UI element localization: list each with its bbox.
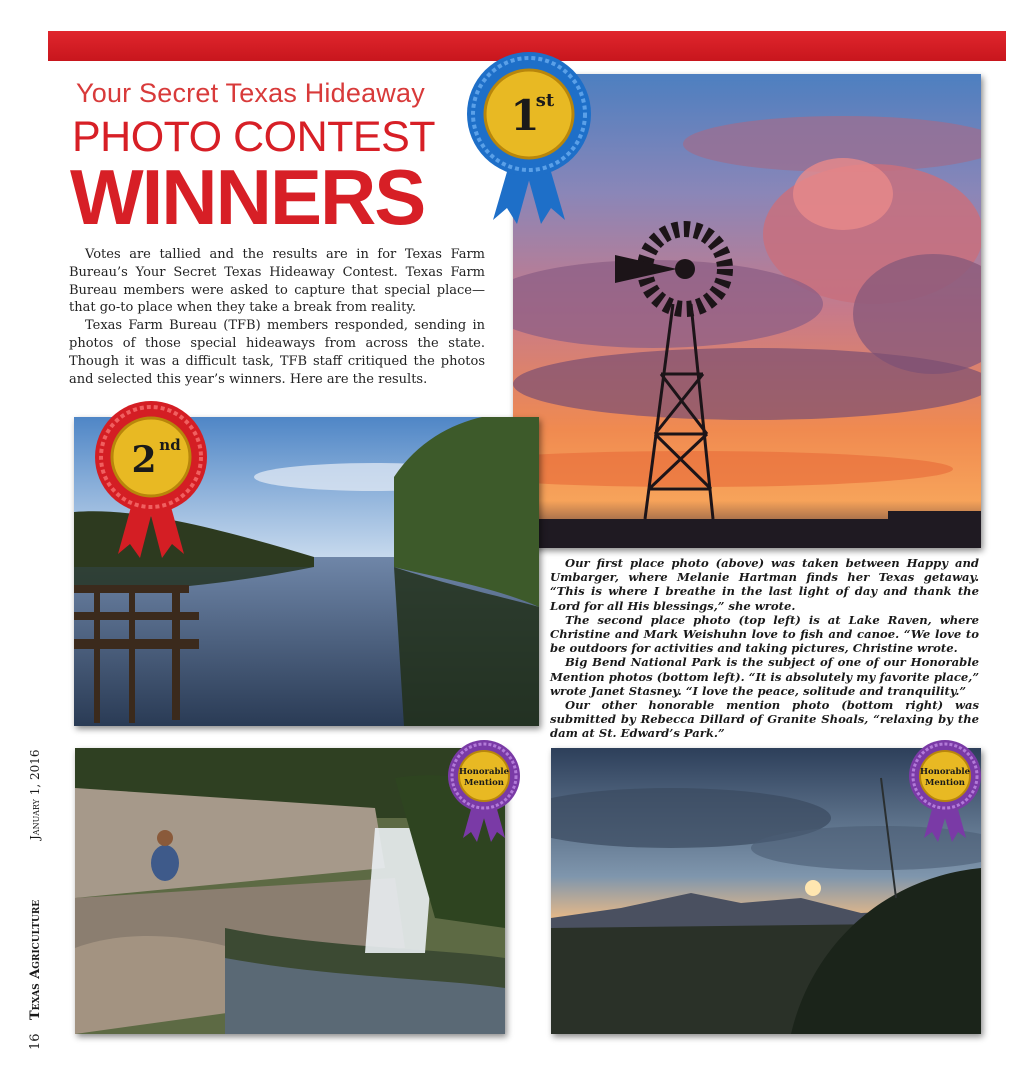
honorable-mention-ribbon-icon xyxy=(443,738,525,842)
first-place-ribbon-icon xyxy=(463,48,595,228)
issue-date: January 1, 2016 xyxy=(28,749,42,840)
contest-kicker: Your Secret Texas Hideaway xyxy=(76,78,425,108)
honorable-ribbon-line1: Honorable xyxy=(458,767,510,777)
headline-photo-contest: PHOTO CONTEST xyxy=(72,113,436,161)
second-place-ribbon-icon xyxy=(92,398,210,560)
caption-paragraph: Our first place photo (above) was taken between Happy and Umbarger, where Melanie Hartman finds her Texas getaway. “This is where I breathe in the last light of day and thank the Lord for all His blessings,” she wrote. xyxy=(550,556,979,613)
caption-paragraph: Big Bend National Park is the subject of one of our Honorable Mention photos (bottom left). “It is absolutely my favorite place,” wrote Janet Stasney. “I love the peace, solitude and tranquility.” xyxy=(550,655,979,698)
honorable-ribbon-line1: Honorable xyxy=(919,767,971,777)
intro-paragraph: Texas Farm Bureau (TFB) members responded, sending in photos of those special hideaways from across the state. Though it was a difficult task, TFB staff critiqued the photos and selected this year’s winners. Here are the results. xyxy=(69,318,485,387)
intro-text xyxy=(69,246,485,388)
page-sidebar xyxy=(24,710,46,1050)
honorable-ribbon-line2: Mention xyxy=(924,778,966,788)
second-ribbon-suffix: nd xyxy=(159,436,181,454)
honorable-mention-waterfall-photo xyxy=(75,748,505,1034)
first-ribbon-number: 1 xyxy=(510,91,540,140)
headline-winners: WINNERS xyxy=(70,153,425,241)
first-ribbon-suffix: st xyxy=(535,90,555,111)
second-ribbon-number: 2 xyxy=(131,439,157,481)
magazine-name: Texas Agriculture xyxy=(27,899,43,1020)
caption-paragraph: Our other honorable mention photo (bottom right) was submitted by Rebecca Dillard of Granite Shoals, “relaxing by the dam at St. Edward’s Park.” xyxy=(550,698,979,741)
honorable-mention-ribbon-icon xyxy=(904,738,986,842)
page-number: 16 xyxy=(27,1033,43,1050)
caption-paragraph: The second place photo (top left) is at Lake Raven, where Christine and Mark Weishuhn love to fish and canoe. “We love to be outdoors for activities and taking pictures, Christine wrote. xyxy=(550,612,979,656)
honorable-ribbon-line2: Mention xyxy=(463,778,505,788)
intro-paragraph: Votes are tallied and the results are in for Texas Farm Bureau’s Your Secret Texas Hideaway Contest. Texas Farm Bureau members were asked to capture that special place—that go-to place when they take a break from reality. xyxy=(69,247,485,316)
photo-captions xyxy=(550,556,979,741)
